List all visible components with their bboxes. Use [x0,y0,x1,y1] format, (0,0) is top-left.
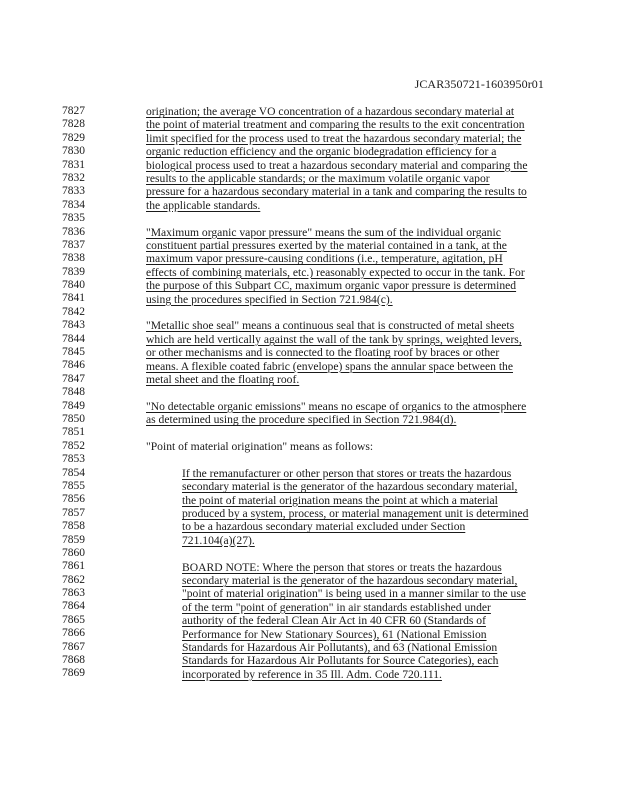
line-number: 7836 [62,225,85,238]
line-number: 7830 [62,145,85,158]
text-line: "point of material origination" is being used in a manner similar to the use [182,587,526,601]
text-line: Standards for Hazardous Air Pollutants), and 63 (National Emission [182,641,498,654]
text-line: authority of the federal Clean Air Act in 40 CFR 60 (Standards of [182,614,486,628]
text-line: BOARD NOTE: Where the person that stores or treats the hazardous [182,560,502,574]
line-number: 7828 [62,118,85,131]
line-number: 7847 [62,372,85,385]
text-line: secondary material is the generator of the hazardous secondary material, [182,574,518,587]
line-number: 7853 [62,453,85,466]
text-line: of the term "point of generation" in air standards established under [182,600,491,614]
line-number: 7849 [62,399,85,412]
line-number: 7837 [62,238,85,251]
text-line: biological process used to treat a hazardous secondary material and comparing the [146,158,528,172]
line-number: 7854 [62,466,85,479]
text-line: effects of combining materials, etc.) reasonably expected to occur in the tank. For [146,265,525,279]
text-line: maximum vapor pressure-causing conditions (i.e., temperature, agitation, pH [146,252,503,266]
text-line: to be a hazardous secondary material excluded under Section [182,520,466,534]
text-line: or other mechanisms and is connected to the floating roof by braces or other [146,346,500,360]
text-line: "Maximum organic vapor pressure" means the sum of the individual organic [146,225,501,239]
text-line: Standards for Hazardous Air Pollutants for Source Categories), each [182,654,499,668]
line-number: 7845 [62,346,85,359]
text-line: incorporated by reference in 35 Ill. Adm. Code 720.111. [182,667,442,681]
text-line: as determined using the procedure specified in Section 721.984(d). [146,413,457,427]
line-number: 7857 [62,506,85,519]
text-line: origination; the average VO concentration of a hazardous secondary material at [146,105,515,118]
line-number: 7833 [62,185,85,198]
line-number: 7839 [62,265,85,278]
text-line: secondary material is the generator of the hazardous secondary material, [182,480,518,494]
text-line: the purpose of this Subpart CC, maximum organic vapor pressure is determined [146,279,517,293]
line-number: 7855 [62,479,85,492]
text-line: the applicable standards. [146,198,261,212]
line-number: 7846 [62,359,85,372]
line-number: 7861 [62,560,85,573]
line-number: 7843 [62,319,85,332]
document-id-header: JCAR350721-1603950r01 [414,77,544,91]
text-line: the point of material treatment and comparing the results to the exit concentration [146,118,525,132]
line-number: 7863 [62,587,85,600]
text-line: metal sheet and the floating roof. [146,373,300,386]
text-line: "Metallic shoe seal" means a continuous seal that is constructed of metal sheets [146,319,515,333]
line-number: 7862 [62,573,85,586]
text-line: the point of material origination means the point at which a material [182,493,498,507]
text-line: means. A flexible coated fabric (envelope) spans the annular space between the [146,359,513,373]
line-number: 7867 [62,640,85,653]
line-number: 7851 [62,426,85,439]
line-number: 7860 [62,546,85,559]
line-number: 7829 [62,131,85,144]
line-number: 7859 [62,533,85,546]
line-number: 7834 [62,198,85,211]
line-number: 7844 [62,332,85,345]
text-line: limit specified for the process used to treat the hazardous secondary material; the [146,131,522,145]
text-line: using the procedures specified in Section 721.984(c). [146,292,393,306]
text-line: results to the applicable standards; or the maximum volatile organic vapor [146,172,490,185]
line-number: 7865 [62,613,85,626]
text-line: Performance for New Stationary Sources), 61 (National Emission [182,627,487,641]
text-line: If the remanufacturer or other person that stores or treats the hazardous [182,466,512,480]
line-number-column [62,105,102,681]
line-number: 7832 [62,171,85,184]
text-line: produced by a system, process, or material management unit is determined [182,507,529,520]
text-line: 721.104(a)(27). [182,533,255,547]
text-line: pressure for a hazardous secondary material in a tank and comparing the results to [146,185,527,199]
line-number: 7838 [62,252,85,265]
line-number: 7831 [62,158,85,171]
line-number: 7856 [62,493,85,506]
line-number: 7866 [62,627,85,640]
line-number: 7842 [62,305,85,318]
text-line: organic reduction efficiency and the organic biodegradation efficiency for a [146,145,497,159]
text-line: constituent partial pressures exerted by the material contained in a tank, at the [146,239,507,252]
text-line: "Point of material origination" means as follows: [146,440,374,453]
line-number: 7869 [62,667,85,680]
line-number: 7827 [62,105,85,117]
line-number: 7835 [62,212,85,225]
line-number: 7848 [62,386,85,399]
line-number: 7868 [62,654,85,667]
line-number: 7841 [62,292,85,305]
line-number: 7864 [62,600,85,613]
text-line: "No detectable organic emissions" means no escape of organics to the atmosphere [146,399,527,413]
line-number: 7850 [62,412,85,425]
line-number: 7852 [62,439,85,452]
line-number: 7840 [62,279,85,292]
text-line: which are held vertically against the wall of the tank by springs, weighted levers, [146,332,522,346]
line-number: 7858 [62,520,85,533]
